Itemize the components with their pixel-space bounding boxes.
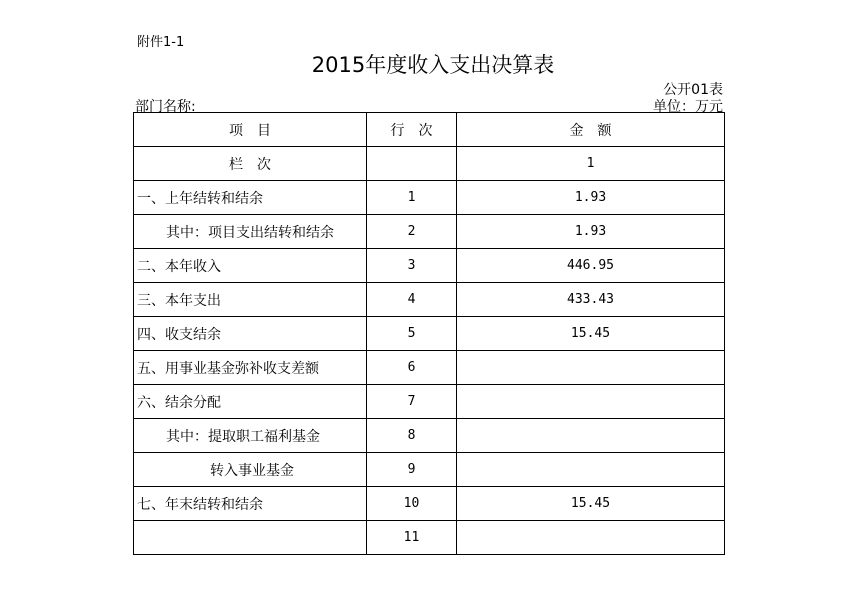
row-amount [457,351,725,385]
table-row [134,181,725,215]
row-item-label: 一、上年结转和结余 [134,181,367,215]
row-item-label: 三、本年支出 [134,283,367,317]
row-line-number: 1 [367,181,457,215]
table-row [134,283,725,317]
row-item-label: 二、本年收入 [134,249,367,283]
row-amount: 15.45 [457,487,725,521]
table-row [134,249,725,283]
table-row [134,487,725,521]
row-item-label: 四、收支结余 [134,317,367,351]
row-amount: 446.95 [457,249,725,283]
row-line-number: 3 [367,249,457,283]
row-item-label [134,521,367,555]
unit-label: 单位：万元 [653,99,723,115]
row-amount [457,453,725,487]
row-line-number: 9 [367,453,457,487]
row-amount: 1.93 [457,181,725,215]
row-item-label: 其中：项目支出结转和结余 [134,215,367,249]
row-line-number: 10 [367,487,457,521]
row-line-number: 11 [367,521,457,555]
row-amount [457,521,725,555]
column-row-label: 栏 次 [134,147,367,181]
table-row [134,317,725,351]
column-number-row [134,147,725,181]
table-row [134,453,725,487]
attachment-label: 附件1-1 [137,35,185,50]
header-amount: 金 额 [457,113,725,147]
column-row-line [367,147,457,181]
page-title: 2015年度收入支出决算表 [311,53,555,77]
table-row [134,521,725,555]
row-line-number: 7 [367,385,457,419]
row-item-label: 转入事业基金 [134,453,367,487]
row-item-label: 七、年末结转和结余 [134,487,367,521]
table-row [134,419,725,453]
row-line-number: 2 [367,215,457,249]
row-amount: 433.43 [457,283,725,317]
row-amount: 1.93 [457,215,725,249]
row-amount [457,385,725,419]
table-row [134,351,725,385]
row-amount [457,419,725,453]
row-item-label: 五、用事业基金弥补收支差额 [134,351,367,385]
header-item: 项 目 [134,113,367,147]
row-item-label: 其中：提取职工福利基金 [134,419,367,453]
row-amount: 15.45 [457,317,725,351]
budget-table [133,112,725,555]
table-row [134,385,725,419]
row-item-label: 六、结余分配 [134,385,367,419]
table-header-row [134,113,725,147]
row-line-number: 5 [367,317,457,351]
form-number: 公开01表 [663,82,723,98]
row-line-number: 8 [367,419,457,453]
table-row [134,215,725,249]
header-line: 行 次 [367,113,457,147]
column-row-amount: 1 [457,147,725,181]
row-line-number: 6 [367,351,457,385]
department-label: 部门名称: [135,99,196,115]
row-line-number: 4 [367,283,457,317]
